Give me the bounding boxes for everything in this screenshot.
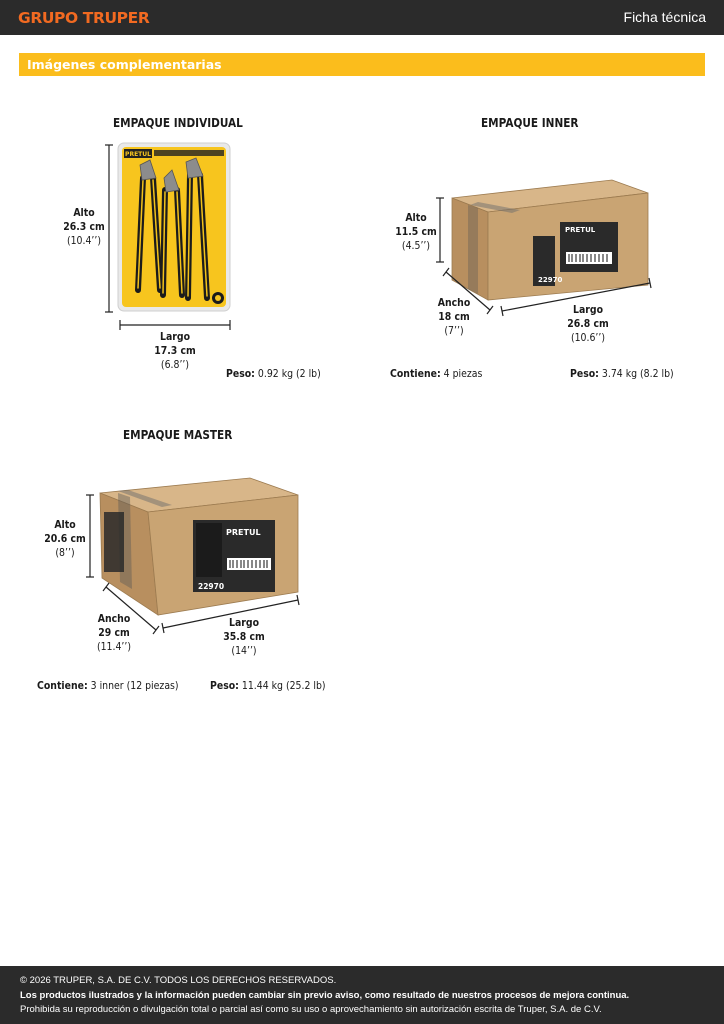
footer-copyright: © 2026 TRUPER, S.A. DE C.V. TODOS LOS DERECHOS RESERVADOS. <box>20 975 337 986</box>
inner-box-code: 22970 <box>538 276 563 284</box>
master-contents: Contiene: 3 inner (12 piezas) <box>37 679 179 692</box>
master-box-image <box>86 478 299 634</box>
master-largo-label: Largo 35.8 cm (14’’) <box>223 616 265 657</box>
master-weight: Peso: 11.44 kg (25.2 lb) <box>210 679 326 692</box>
master-box-brand: PRETUL <box>226 528 261 537</box>
inner-contents: Contiene: 4 piezas <box>390 367 483 380</box>
master-ancho-label: Ancho 29 cm (11.4’’) <box>96 612 132 653</box>
inner-alto-label: Alto 11.5 cm (4.5’’) <box>395 211 437 252</box>
individual-package-title: EMPAQUE INDIVIDUAL <box>113 115 243 130</box>
individual-weight: Peso: 0.92 kg (2 lb) <box>226 367 321 380</box>
footer-prohibition: Prohibida su reproducción o divulgación total o parcial así como su uso o aprovechamiento sin autorización escrita de Truper, S.A. de C.V. <box>20 1004 602 1015</box>
inner-weight: Peso: 3.74 kg (8.2 lb) <box>570 367 674 380</box>
card-brand-label: PRETUL <box>125 151 151 158</box>
master-alto-label: Alto 20.6 cm (8’’) <box>44 518 86 559</box>
master-box-code: 22970 <box>198 582 225 591</box>
inner-package-title: EMPAQUE INNER <box>481 115 579 130</box>
individual-blister-pack-image <box>105 143 230 330</box>
inner-ancho-label: Ancho 18 cm (7’’) <box>437 296 471 337</box>
section-title: Imágenes complementarias <box>27 57 222 72</box>
master-package-title: EMPAQUE MASTER <box>123 427 233 442</box>
inner-largo-label: Largo 26.8 cm (10.6’’) <box>567 303 609 344</box>
grupo-truper-logo: GRUPO TRUPER <box>18 9 150 27</box>
inner-box-brand: PRETUL <box>565 226 596 234</box>
page-title: Ficha técnica <box>623 9 706 25</box>
individual-largo-label: Largo 17.3 cm (6.8’’) <box>154 330 196 371</box>
legal-footer <box>0 966 724 1024</box>
individual-alto-label: Alto 26.3 cm (10.4’’) <box>63 206 105 247</box>
footer-notice: Los productos ilustrados y la información pueden cambiar sin previo aviso, como resultado de nuestros procesos de mejora continua. <box>20 990 630 1001</box>
